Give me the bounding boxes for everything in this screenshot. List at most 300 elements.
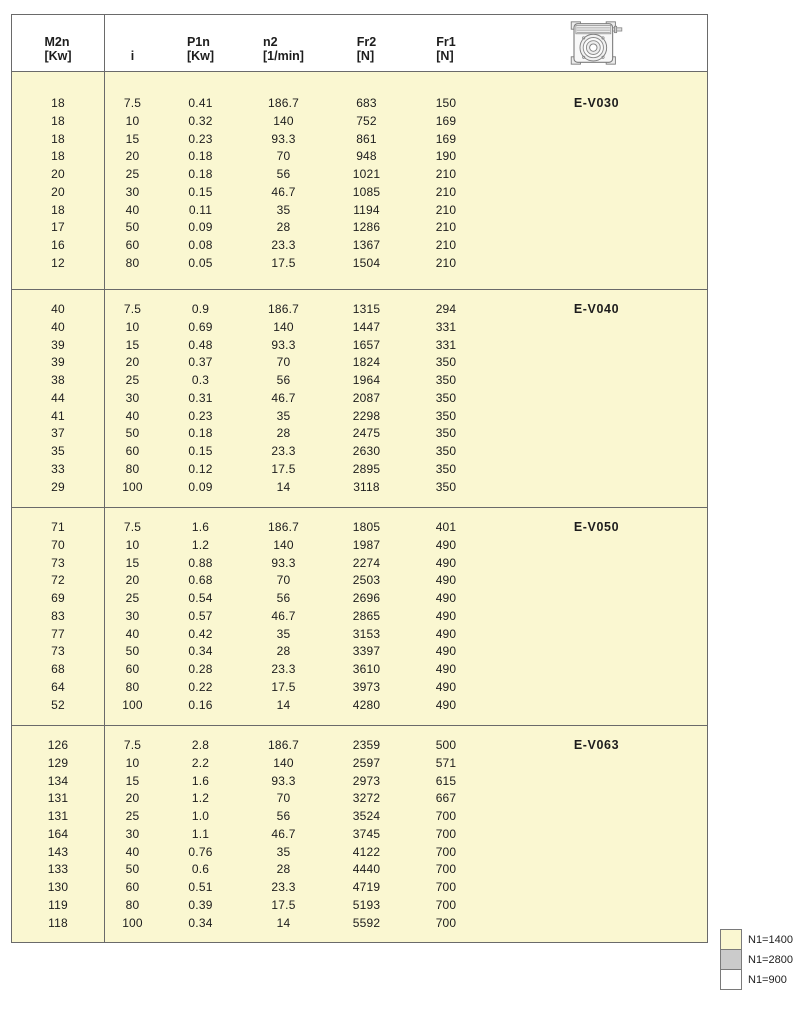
column-header-fr1 bbox=[406, 15, 486, 71]
table-cell: 700 bbox=[435, 862, 457, 877]
table-cell: 331 bbox=[435, 337, 457, 352]
model-label bbox=[486, 643, 707, 661]
table-cell: 4440 bbox=[352, 862, 381, 877]
model-label bbox=[486, 337, 707, 355]
table-cell: 490 bbox=[435, 608, 457, 623]
model-label bbox=[486, 755, 707, 773]
table-cell: 15 bbox=[125, 773, 140, 788]
table-cell: 667 bbox=[435, 791, 457, 806]
table-cell: 143 bbox=[47, 844, 69, 859]
table-row bbox=[12, 661, 707, 679]
table-cell: 3118 bbox=[353, 479, 380, 494]
table-cell: 490 bbox=[435, 662, 457, 676]
table-cell: 3397 bbox=[352, 644, 381, 659]
table-cell: 50 bbox=[125, 426, 140, 441]
table-cell: 18 bbox=[51, 96, 65, 110]
table-cell: 210 bbox=[435, 184, 457, 199]
table-cell: 28 bbox=[276, 426, 291, 441]
table-cell: 2087 bbox=[352, 390, 381, 405]
table-cell: 71 bbox=[51, 520, 65, 534]
table-cell: 39 bbox=[51, 355, 65, 370]
table-cell: 0.15 bbox=[188, 444, 213, 458]
table-cell: 0.22 bbox=[188, 679, 213, 694]
table-cell: 40 bbox=[125, 408, 140, 423]
model-label bbox=[486, 184, 707, 202]
table-cell: 72 bbox=[51, 573, 65, 588]
table-row bbox=[12, 755, 707, 773]
model-label bbox=[486, 237, 707, 255]
table-cell: 129 bbox=[47, 755, 69, 770]
table-cell: 20 bbox=[125, 791, 140, 806]
table-cell: 210 bbox=[435, 202, 457, 217]
model-label: E-V050 bbox=[573, 520, 620, 534]
table-cell: 17.5 bbox=[271, 461, 296, 476]
table-cell: 490 bbox=[435, 697, 457, 712]
table-cell: 0.34 bbox=[188, 644, 213, 659]
table-cell: 20 bbox=[125, 355, 140, 370]
table-cell: 14 bbox=[276, 915, 291, 930]
table-cell: 80 bbox=[125, 461, 140, 476]
table-cell: 210 bbox=[435, 167, 457, 181]
table-cell: 700 bbox=[435, 880, 457, 894]
table-cell: 2865 bbox=[352, 608, 381, 623]
column-unit: [Kw] bbox=[186, 49, 215, 63]
legend-label: N1=1400 bbox=[748, 933, 793, 946]
table-cell: 1286 bbox=[352, 220, 381, 235]
table-cell: 80 bbox=[125, 679, 140, 694]
table-cell: 350 bbox=[435, 461, 457, 476]
model-label bbox=[486, 443, 707, 461]
legend-item-n1-2800 bbox=[720, 949, 793, 970]
table-cell: 0.57 bbox=[188, 608, 213, 623]
table-row bbox=[12, 643, 707, 661]
table-cell: 133 bbox=[47, 862, 69, 877]
column-label: Fr2 bbox=[356, 35, 377, 49]
table-row bbox=[12, 337, 707, 355]
column-header-text bbox=[357, 35, 376, 63]
column-label: i bbox=[130, 49, 135, 63]
table-cell: 10 bbox=[125, 537, 140, 552]
table-cell: 140 bbox=[273, 319, 294, 334]
model-label bbox=[486, 626, 707, 644]
table-cell: 18 bbox=[51, 113, 65, 128]
table-cell: 40 bbox=[125, 626, 140, 641]
table-cell: 0.32 bbox=[188, 113, 213, 128]
table-cell: 350 bbox=[435, 479, 457, 494]
table-row bbox=[12, 219, 707, 237]
table-cell: 46.7 bbox=[271, 184, 296, 199]
table-cell: 0.23 bbox=[188, 408, 213, 423]
table-cell: 46.7 bbox=[271, 608, 296, 623]
table-cell: 210 bbox=[435, 255, 457, 270]
table-cell: 1.6 bbox=[191, 773, 210, 788]
table-cell: 0.34 bbox=[188, 915, 213, 930]
model-block-E-V050 bbox=[12, 507, 707, 725]
table-cell: 0.42 bbox=[188, 626, 213, 641]
table-cell: 35 bbox=[276, 202, 291, 217]
column-unit: [N] bbox=[436, 49, 454, 63]
model-label bbox=[486, 555, 707, 573]
table-cell: 23.3 bbox=[271, 662, 296, 676]
table-cell: 700 bbox=[435, 809, 457, 823]
table-cell: 50 bbox=[125, 644, 140, 659]
model-label bbox=[486, 608, 707, 626]
model-label bbox=[486, 844, 707, 862]
column-header-p1n bbox=[161, 15, 240, 71]
table-cell: 56 bbox=[276, 591, 291, 605]
table-cell: 25 bbox=[125, 591, 140, 605]
table-cell: 40 bbox=[51, 319, 65, 334]
table-cell: 20 bbox=[51, 167, 65, 181]
legend-item-n1-900 bbox=[720, 969, 793, 990]
table-cell: 25 bbox=[125, 167, 140, 181]
table-cell: 15 bbox=[125, 555, 140, 570]
table-cell: 169 bbox=[435, 131, 457, 146]
table-cell: 3524 bbox=[352, 809, 381, 823]
table-cell: 1447 bbox=[352, 319, 381, 334]
table-row bbox=[12, 879, 707, 897]
model-block-E-V040 bbox=[12, 289, 707, 507]
table-row bbox=[12, 897, 707, 915]
model-label bbox=[486, 148, 707, 166]
table-cell: 50 bbox=[125, 220, 140, 235]
model-label bbox=[486, 255, 707, 273]
table-cell: 100 bbox=[122, 697, 143, 712]
model-label bbox=[486, 537, 707, 555]
table-cell: 70 bbox=[276, 355, 291, 370]
table-cell: 4280 bbox=[352, 697, 381, 712]
table-cell: 490 bbox=[435, 679, 457, 694]
model-label bbox=[486, 897, 707, 915]
table-cell: 40 bbox=[51, 302, 65, 316]
table-cell: 60 bbox=[125, 880, 140, 894]
table-cell: 140 bbox=[273, 537, 294, 552]
table-cell: 2.2 bbox=[191, 755, 210, 770]
table-cell: 60 bbox=[125, 444, 140, 458]
model-block-E-V030 bbox=[12, 72, 707, 289]
table-row bbox=[12, 537, 707, 555]
table-cell: 70 bbox=[276, 149, 291, 164]
model-block-E-V063 bbox=[12, 725, 707, 943]
table-cell: 126 bbox=[47, 738, 69, 752]
table-row bbox=[12, 319, 707, 337]
table-row bbox=[12, 390, 707, 408]
table-cell: 7.5 bbox=[123, 520, 142, 534]
table-row bbox=[12, 790, 707, 808]
column-header-text bbox=[436, 35, 455, 63]
table-cell: 0.51 bbox=[188, 880, 213, 894]
table-cell: 15 bbox=[125, 337, 140, 352]
table-cell: 0.68 bbox=[188, 573, 213, 588]
table-cell: 490 bbox=[435, 591, 457, 605]
table-row bbox=[12, 826, 707, 844]
table-row bbox=[12, 408, 707, 426]
table-cell: 331 bbox=[435, 319, 457, 334]
table-cell: 83 bbox=[51, 608, 65, 623]
table-cell: 15 bbox=[125, 131, 140, 146]
table-cell: 0.41 bbox=[188, 96, 213, 110]
table-cell: 17 bbox=[51, 220, 65, 235]
table-row bbox=[12, 808, 707, 826]
table-cell: 28 bbox=[276, 220, 291, 235]
table-cell: 0.76 bbox=[188, 844, 213, 859]
table-cell: 20 bbox=[125, 149, 140, 164]
table-cell: 0.09 bbox=[188, 479, 213, 494]
table-cell: 7.5 bbox=[123, 738, 142, 752]
table-cell: 0.3 bbox=[191, 373, 210, 387]
table-row bbox=[12, 915, 707, 933]
table-cell: 861 bbox=[356, 131, 377, 146]
table-header-row bbox=[12, 15, 707, 72]
table-cell: 20 bbox=[51, 184, 65, 199]
column-header-m2n bbox=[12, 15, 104, 71]
table-cell: 134 bbox=[47, 773, 69, 788]
table-cell: 2274 bbox=[352, 555, 381, 570]
table-cell: 1987 bbox=[352, 537, 381, 552]
table-cell: 0.09 bbox=[188, 220, 213, 235]
table-cell: 1085 bbox=[352, 184, 381, 199]
table-row bbox=[12, 697, 707, 715]
table-cell: 150 bbox=[435, 96, 457, 110]
table-cell: 1824 bbox=[352, 355, 381, 370]
table-cell: 131 bbox=[47, 809, 69, 823]
table-cell: 35 bbox=[276, 844, 291, 859]
legend-swatch-n1-900 bbox=[720, 969, 742, 990]
column-unit: [N] bbox=[356, 49, 375, 63]
table-cell: 100 bbox=[122, 915, 143, 930]
table-cell: 3610 bbox=[352, 662, 381, 676]
table-row bbox=[12, 372, 707, 390]
table-cell: 2298 bbox=[352, 408, 381, 423]
table-cell: 140 bbox=[273, 755, 294, 770]
column-label: n2 bbox=[263, 35, 278, 49]
table-cell: 93.3 bbox=[271, 773, 296, 788]
legend-swatch-n1-2800 bbox=[720, 949, 742, 970]
table-cell: 12 bbox=[51, 255, 65, 270]
table-cell: 77 bbox=[51, 626, 65, 641]
table-cell: 23.3 bbox=[271, 880, 296, 894]
table-row bbox=[12, 479, 707, 497]
column-header-text bbox=[131, 49, 134, 63]
table-row bbox=[12, 737, 707, 755]
table-cell: 0.69 bbox=[188, 319, 213, 334]
table-cell: 0.23 bbox=[188, 131, 213, 146]
table-cell: 80 bbox=[125, 255, 140, 270]
table-cell: 130 bbox=[47, 880, 69, 894]
table-cell: 700 bbox=[435, 826, 457, 841]
table-cell: 2503 bbox=[352, 573, 381, 588]
table-cell: 28 bbox=[276, 644, 291, 659]
column-unit: [Kw] bbox=[44, 49, 72, 63]
column-header-text bbox=[187, 35, 214, 63]
table-cell: 1315 bbox=[352, 302, 381, 316]
table-cell: 0.18 bbox=[188, 149, 213, 164]
table-cell: 64 bbox=[51, 679, 65, 694]
table-cell: 500 bbox=[435, 738, 457, 752]
model-label bbox=[486, 219, 707, 237]
table-cell: 35 bbox=[51, 444, 65, 458]
column-label: Fr1 bbox=[436, 35, 456, 49]
column-header-text bbox=[44, 35, 71, 63]
table-cell: 169 bbox=[435, 113, 457, 128]
table-row bbox=[12, 626, 707, 644]
gearbox-rating-table bbox=[11, 14, 708, 943]
table-cell: 2973 bbox=[352, 773, 381, 788]
table-cell: 210 bbox=[435, 220, 457, 235]
table-cell: 38 bbox=[51, 373, 65, 387]
table-row bbox=[12, 555, 707, 573]
column-header-text bbox=[263, 35, 304, 63]
table-cell: 100 bbox=[122, 479, 143, 494]
table-cell: 3745 bbox=[352, 826, 381, 841]
table-cell: 2.8 bbox=[191, 738, 210, 752]
column-unit: [1/min] bbox=[263, 49, 304, 63]
table-row bbox=[12, 425, 707, 443]
table-cell: 0.31 bbox=[188, 390, 213, 405]
table-row bbox=[12, 590, 707, 608]
table-cell: 2359 bbox=[352, 738, 381, 752]
model-label bbox=[486, 372, 707, 390]
table-cell: 131 bbox=[47, 791, 69, 806]
table-cell: 0.18 bbox=[188, 167, 213, 181]
table-cell: 186.7 bbox=[267, 96, 300, 110]
legend bbox=[720, 929, 793, 990]
table-cell: 350 bbox=[435, 390, 457, 405]
table-row bbox=[12, 519, 707, 537]
table-row bbox=[12, 255, 707, 273]
legend-item-n1-1400 bbox=[720, 929, 793, 950]
table-cell: 7.5 bbox=[123, 302, 142, 316]
table-cell: 33 bbox=[51, 461, 65, 476]
table-cell: 44 bbox=[51, 390, 65, 405]
model-label bbox=[486, 202, 707, 220]
table-cell: 17.5 bbox=[271, 679, 296, 694]
table-cell: 186.7 bbox=[267, 302, 300, 316]
table-cell: 571 bbox=[435, 755, 457, 770]
table-cell: 1805 bbox=[352, 520, 381, 534]
model-label bbox=[486, 773, 707, 791]
table-cell: 0.54 bbox=[188, 591, 213, 605]
model-label bbox=[486, 461, 707, 479]
table-cell: 2475 bbox=[352, 426, 381, 441]
model-label bbox=[486, 679, 707, 697]
table-row bbox=[12, 773, 707, 791]
table-cell: 1.1 bbox=[191, 826, 210, 841]
table-cell: 40 bbox=[125, 844, 140, 859]
table-cell: 1194 bbox=[353, 202, 380, 217]
table-cell: 2895 bbox=[352, 461, 381, 476]
table-cell: 3272 bbox=[352, 791, 381, 806]
table-cell: 69 bbox=[51, 591, 65, 605]
table-cell: 70 bbox=[51, 537, 65, 552]
table-cell: 70 bbox=[276, 791, 291, 806]
table-cell: 56 bbox=[276, 373, 291, 387]
table-cell: 23.3 bbox=[271, 238, 296, 252]
table-cell: 10 bbox=[125, 319, 140, 334]
table-cell: 700 bbox=[435, 897, 457, 912]
model-label bbox=[486, 166, 707, 184]
table-row bbox=[12, 861, 707, 879]
model-label bbox=[486, 113, 707, 131]
table-cell: 490 bbox=[435, 573, 457, 588]
column-header-n2 bbox=[240, 15, 327, 71]
table-row bbox=[12, 148, 707, 166]
table-cell: 93.3 bbox=[271, 337, 296, 352]
header-icon-cell bbox=[486, 15, 707, 71]
table-cell: 294 bbox=[435, 302, 457, 316]
table-cell: 190 bbox=[435, 149, 457, 164]
table-cell: 350 bbox=[435, 373, 457, 387]
model-label bbox=[486, 572, 707, 590]
table-cell: 4122 bbox=[352, 844, 381, 859]
table-cell: 1657 bbox=[352, 337, 381, 352]
table-cell: 0.37 bbox=[188, 355, 213, 370]
table-cell: 119 bbox=[48, 897, 68, 912]
table-row bbox=[12, 301, 707, 319]
table-cell: 0.48 bbox=[188, 337, 213, 352]
table-cell: 1964 bbox=[352, 373, 381, 387]
table-cell: 0.05 bbox=[188, 255, 213, 270]
table-cell: 40 bbox=[125, 202, 140, 217]
table-row bbox=[12, 443, 707, 461]
table-cell: 0.88 bbox=[188, 555, 213, 570]
table-cell: 164 bbox=[47, 826, 69, 841]
model-label: E-V030 bbox=[573, 96, 620, 110]
model-label bbox=[486, 879, 707, 897]
table-cell: 80 bbox=[125, 897, 140, 912]
table-cell: 56 bbox=[276, 809, 291, 823]
table-cell: 18 bbox=[51, 131, 65, 146]
table-cell: 4719 bbox=[352, 880, 381, 894]
model-label bbox=[486, 590, 707, 608]
table-cell: 14 bbox=[276, 697, 291, 712]
table-cell: 0.18 bbox=[188, 426, 213, 441]
table-cell: 17.5 bbox=[271, 897, 296, 912]
legend-label: N1=2800 bbox=[748, 953, 793, 966]
table-cell: 93.3 bbox=[271, 131, 296, 146]
model-label bbox=[486, 808, 707, 826]
column-header-i bbox=[104, 15, 161, 71]
column-label: M2n bbox=[44, 35, 70, 49]
table-cell: 210 bbox=[435, 238, 457, 252]
table-cell: 73 bbox=[51, 644, 65, 659]
model-label bbox=[486, 661, 707, 679]
table-cell: 3973 bbox=[352, 679, 381, 694]
table-cell: 52 bbox=[51, 697, 65, 712]
table-row bbox=[12, 202, 707, 220]
table-cell: 490 bbox=[435, 537, 457, 552]
table-cell: 350 bbox=[435, 355, 457, 370]
table-cell: 3153 bbox=[352, 626, 381, 641]
table-cell: 490 bbox=[435, 555, 457, 570]
table-cell: 50 bbox=[125, 862, 140, 877]
table-cell: 0.16 bbox=[188, 697, 213, 712]
table-cell: 350 bbox=[435, 444, 457, 458]
table-cell: 35 bbox=[276, 626, 291, 641]
table-cell: 490 bbox=[435, 626, 457, 641]
table-cell: 1.2 bbox=[191, 791, 210, 806]
column-label: P1n bbox=[186, 35, 210, 49]
table-cell: 46.7 bbox=[271, 390, 296, 405]
table-cell: 10 bbox=[125, 113, 140, 128]
table-cell: 2597 bbox=[352, 755, 381, 770]
model-label bbox=[486, 354, 707, 372]
column-divider bbox=[104, 15, 105, 942]
table-cell: 37 bbox=[51, 426, 65, 441]
table-cell: 5592 bbox=[352, 915, 381, 930]
table-cell: 186.7 bbox=[267, 738, 300, 752]
legend-swatch-n1-1400 bbox=[720, 929, 742, 950]
